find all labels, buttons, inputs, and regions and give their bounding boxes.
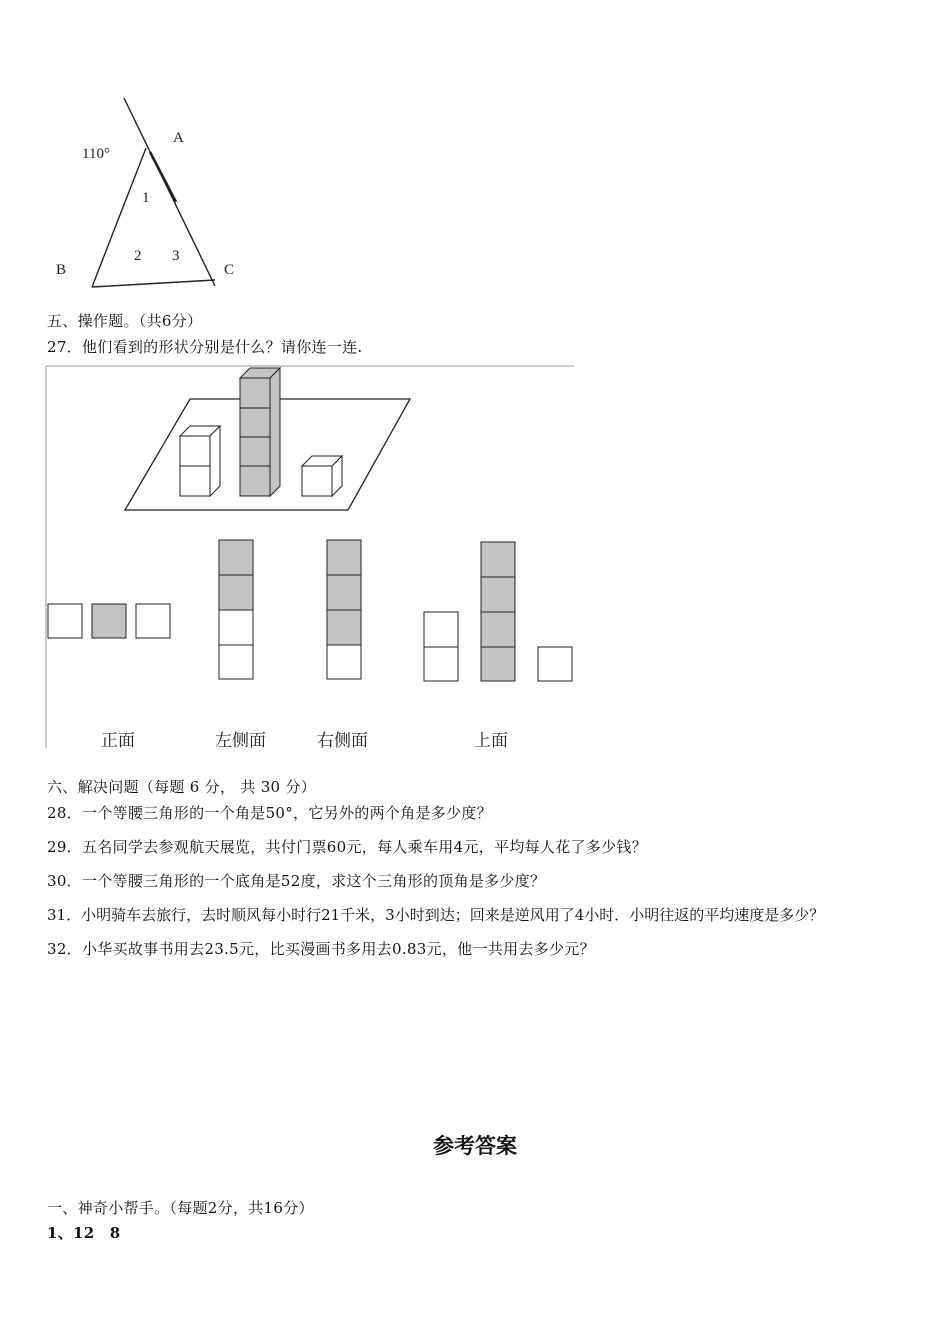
label-right-side: 右侧面 [317,731,368,750]
label-front: 正面 [101,731,135,750]
angle-1-label: 1 [142,190,150,206]
answers-title: 参考答案 [433,1134,517,1158]
right-white-cube [302,456,342,496]
section6-heading: 六、解决问题（每题 6 分， 共 30 分） [47,778,317,796]
vertex-a-label: A [173,130,184,146]
view-option-left-side[interactable] [219,540,253,679]
question-30: 30．一个等腰三角形的一个底角是52度，求这个三角形的顶角是多少度？ [47,872,546,890]
label-top: 上面 [474,731,508,750]
left-white-stack [180,426,220,496]
angle-110-label: 110° [82,146,110,162]
view-option-top[interactable] [424,542,572,681]
question-31: 31．小明骑车去旅行，去时顺风每小时行21千米，3小时到达；回来是逆风用了4小时．小明往返的平均速度是多少？ [47,906,825,924]
label-left-side: 左侧面 [215,731,266,750]
side-ab [92,148,146,287]
answer-1: 1、12 8 [47,1224,121,1242]
angle-2-label: 2 [134,248,142,264]
vertex-b-label: B [56,262,67,278]
cube-views-figure [44,364,576,754]
section5-heading: 五、操作题。（共6分） [47,312,203,330]
question-29: 29．五名同学去参观航天展览，共付门票60元，每人乘车用4元，平均每人花了多少钱？ [47,838,648,856]
triangle-figure [40,90,260,300]
view-option-front[interactable] [48,604,170,638]
answers-section1-heading: 一、神奇小帮手。（每题2分，共16分） [47,1199,314,1217]
view-option-right-side[interactable] [327,540,361,679]
angle-3-label: 3 [172,248,180,264]
bold-side-ac [150,152,176,202]
side-bc [92,280,215,287]
question-32: 32．小华买故事书用去23.5元，比买漫画书多用去0.83元，他一共用去多少元？ [47,940,595,958]
question-28: 28．一个等腰三角形的一个角是50°，它另外的两个角是多少度？ [47,804,492,822]
vertex-c-label: C [224,262,235,278]
question-27: 27．他们看到的形状分别是什么？请你连一连. [47,338,363,356]
middle-gray-stack [240,368,280,496]
